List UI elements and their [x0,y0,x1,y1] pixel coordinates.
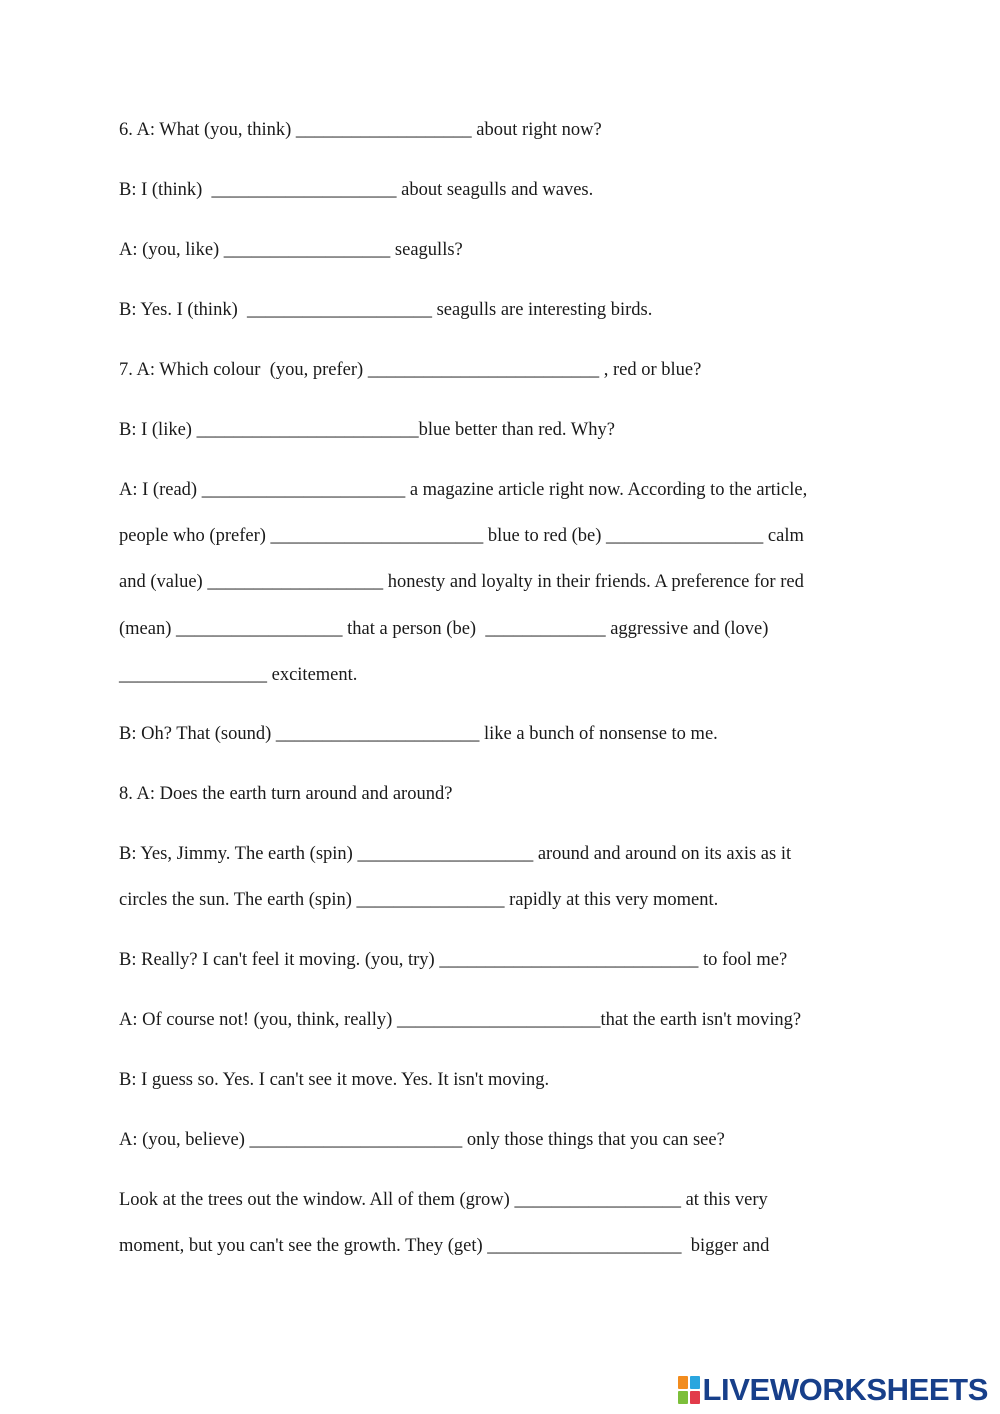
exercise-6-line-4: B: Yes. I (think) ____________________ seagulls are interesting birds. [119,300,653,320]
exercise-7-line-8: B: Oh? That (sound) ______________________ like a bunch of nonsense to me. [119,724,718,744]
exercise-7-line-5: and (value) ___________________ honesty and loyalty in their friends. A preference for red [119,572,804,592]
exercise-7-line-1: 7. A: Which colour (you, prefer) _________________________ , red or blue? [119,360,702,380]
exercise-7-line-6: (mean) __________________ that a person (be) _____________ aggressive and (love) [119,619,769,639]
exercise-8-line-5: A: Of course not! (you, think, really) ______________________that the earth isn't moving? [119,1010,802,1030]
exercise-7-line-4: people who (prefer) _______________________ blue to red (be) _________________ calm [119,526,804,546]
liveworksheets-logo-icon [678,1376,700,1404]
exercise-6-line-3: A: (you, like) __________________ seagulls? [119,240,463,260]
logo-square-blue [690,1376,700,1389]
exercise-8-line-3: circles the sun. The earth (spin) ________________ rapidly at this very moment. [119,890,719,910]
exercise-7-line-2: B: I (like) ________________________blue better than red. Why? [119,420,615,440]
logo-text: LIVEWORKSHEETS [702,1372,988,1407]
exercise-8-line-4: B: Really? I can't feel it moving. (you, try) ____________________________ to fool me? [119,950,788,970]
exercise-8-line-8: Look at the trees out the window. All of them (grow) __________________ at this very [119,1190,768,1210]
logo-square-orange [678,1376,688,1389]
exercise-6-line-1: 6. A: What (you, think) ___________________ about right now? [119,120,602,140]
exercise-6-line-2: B: I (think) ____________________ about seagulls and waves. [119,180,594,200]
liveworksheets-logo [678,1373,988,1407]
exercise-8-line-7: A: (you, believe) _______________________ only those things that you can see? [119,1130,725,1150]
exercise-8-line-2: B: Yes, Jimmy. The earth (spin) ___________________ around and around on its axis as it [119,844,792,864]
logo-square-red [690,1391,700,1404]
exercise-8-line-1: 8. A: Does the earth turn around and around? [119,784,453,804]
logo-square-green [678,1391,688,1404]
exercise-8-line-9: moment, but you can't see the growth. They (get) _____________________ bigger and [119,1236,770,1256]
exercise-7-line-3: A: I (read) ______________________ a magazine article right now. According to the article, [119,480,808,500]
exercise-8-line-6: B: I guess so. Yes. I can't see it move. Yes. It isn't moving. [119,1070,550,1090]
exercise-7-line-7: ________________ excitement. [119,665,358,685]
